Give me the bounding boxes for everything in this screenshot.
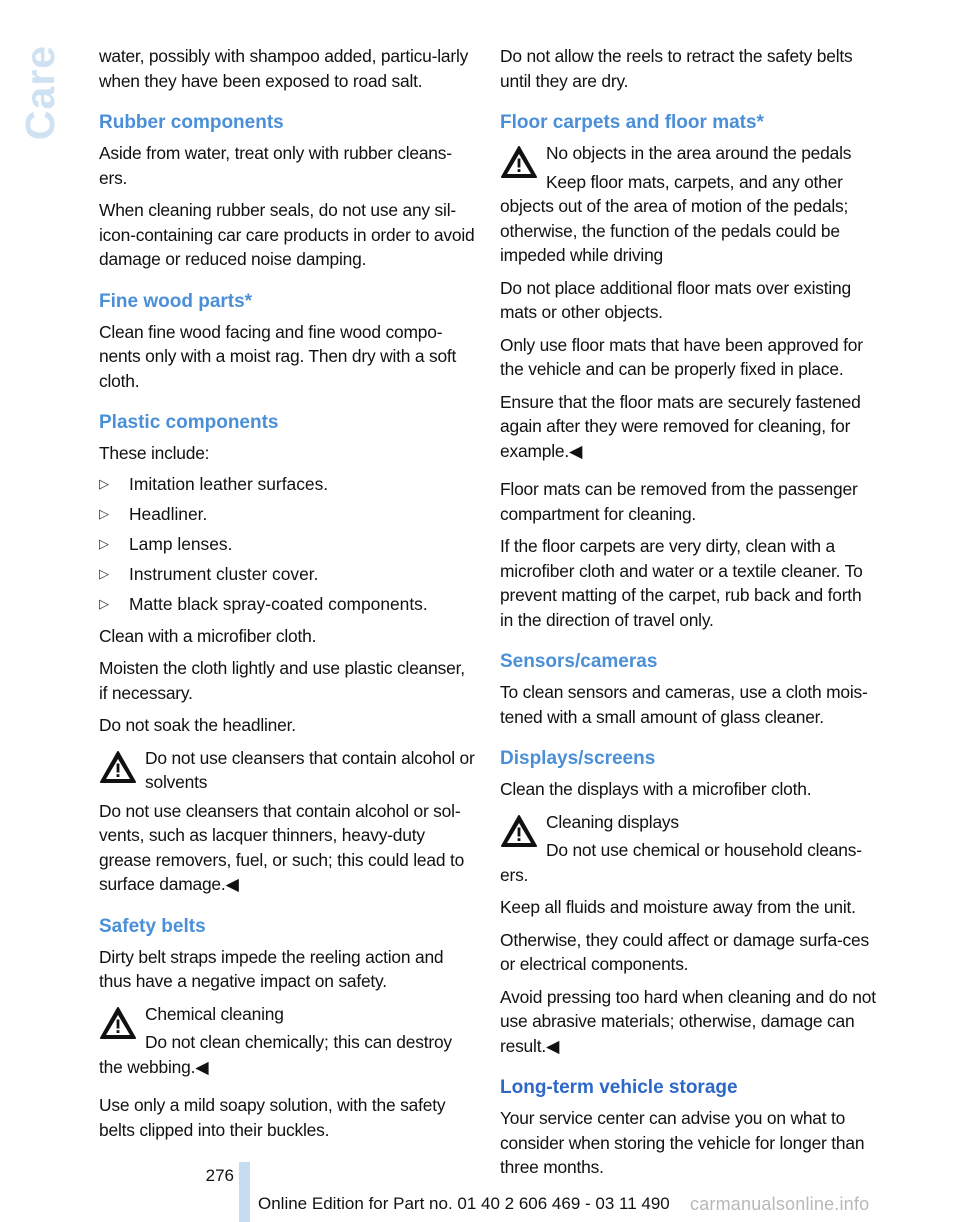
list-item-text: Headliner. — [129, 503, 208, 524]
list-item — [99, 564, 475, 584]
heading-displays-screens: Displays/screens — [500, 748, 656, 769]
paragraph: Otherwise, they could affect or damage surfa-ces or electrical components. — [500, 929, 869, 974]
warning-triangle-icon — [99, 1006, 137, 1040]
warning-title: Do not use cleansers that contain alcohol or solvents — [145, 747, 475, 792]
paragraph: Clean with a microfiber cloth. — [99, 625, 317, 646]
bullet-triangle-icon: ▷ — [99, 505, 109, 521]
paragraph: Use only a mild soapy solution, with the safety belts clipped into their buckles. — [99, 1095, 446, 1140]
left-column — [99, 44, 475, 1150]
heading-sensors-cameras: Sensors/cameras — [500, 651, 658, 672]
paragraph: Do not soak the headliner. — [99, 715, 296, 735]
heading-fine-wood-parts: Fine wood parts* — [99, 290, 253, 312]
warning-triangle-icon — [99, 750, 137, 784]
warning-block — [500, 141, 876, 268]
footer-accent-bar — [239, 1162, 250, 1222]
paragraph: Clean fine wood facing and fine wood compo-nents only with a moist rag. Then dry with a soft cloth. — [99, 321, 457, 391]
warning-triangle-icon — [500, 145, 538, 179]
paragraph: To clean sensors and cameras, use a cloth mois-tened with a small amount of glass cleaner. — [500, 682, 868, 727]
watermark-text: carmanualsonline.info — [690, 1194, 870, 1214]
paragraph: When cleaning rubber seals, do not use any sil-icon-containing car care products in order to avoid damage or reduced noise damping. — [99, 200, 475, 269]
list-item-text: Instrument cluster cover. — [129, 563, 319, 584]
list-item-text: Imitation leather surfaces. — [129, 473, 329, 494]
warning-block — [99, 1002, 475, 1080]
warning-text: Do not use chemical or household cleans-ers. — [500, 840, 862, 885]
heading-rubber-components: Rubber components — [99, 112, 284, 133]
paragraph: If the floor carpets are very dirty, clean with a microfiber cloth and water or a textile cleaner. To prevent matting of the carpet, rub back and forth in the direction of travel only. — [500, 536, 863, 630]
bullet-triangle-icon: ▷ — [99, 595, 109, 611]
warning-text: Keep floor mats, carpets, and any other objects out of the area of motion of the pedals; otherwise, the function of the pedals could be impeded while driving — [500, 171, 849, 265]
paragraph: Aside from water, treat only with rubber cleans-ers. — [99, 143, 452, 188]
list-item-text: Lamp lenses. — [129, 533, 233, 554]
paragraph: Ensure that the floor mats are securely fastened again after they were removed for cleaning, for example.◀ — [500, 391, 861, 461]
bullet-list — [99, 474, 475, 614]
warning-text: Do not use cleansers that contain alcohol or sol-vents, such as lacquer thinners, heavy-duty grease removers, fuel, or such; this could lead to surface damage.◀ — [99, 800, 465, 894]
paragraph: Keep all fluids and moisture away from the unit. — [500, 897, 856, 917]
paragraph: Dirty belt straps impede the reeling action and thus have a negative impact on safety. — [99, 946, 444, 991]
list-item-text: Matte black spray-coated components. — [129, 593, 428, 614]
edition-line: Online Edition for Part no. 01 40 2 606 469 - 03 11 490 — [258, 1194, 670, 1213]
warning-title: No objects in the area around the pedals — [546, 143, 852, 163]
paragraph: Clean the displays with a microfiber cloth. — [500, 779, 812, 799]
list-item — [99, 474, 475, 494]
paragraph: Avoid pressing too hard when cleaning and do not use abrasive materials; otherwise, damage can result.◀ — [500, 986, 876, 1056]
warning-title: Chemical cleaning — [145, 1003, 284, 1024]
paragraph: Do not allow the reels to retract the safety belts until they are dry. — [500, 46, 853, 91]
list-item — [99, 534, 475, 554]
warning-block — [500, 810, 876, 888]
heading-plastic-components: Plastic components — [99, 412, 279, 433]
list-item — [99, 594, 475, 614]
paragraph: Only use floor mats that have been approved for the vehicle and can be properly fixed in place. — [500, 334, 863, 379]
paragraph: Floor mats can be removed from the passenger compartment for cleaning. — [500, 479, 858, 524]
heading-safety-belts: Safety belts — [99, 915, 206, 937]
paragraph: Your service center can advise you on what to consider when storing the vehicle for longer than three months. — [500, 1108, 865, 1177]
bullet-triangle-icon: ▷ — [99, 535, 109, 551]
warning-text: Do not clean chemically; this can destroy the webbing.◀ — [99, 1032, 452, 1077]
bullet-triangle-icon: ▷ — [99, 475, 109, 491]
paragraph: Moisten the cloth lightly and use plastic cleanser, if necessary. — [99, 658, 465, 703]
page-number: 276 — [205, 1166, 234, 1185]
list-item — [99, 504, 475, 524]
warning-title: Cleaning displays — [546, 811, 679, 832]
heading-floor-carpets: Floor carpets and floor mats* — [500, 112, 764, 133]
paragraph: These include: — [99, 443, 210, 463]
bullet-triangle-icon: ▷ — [99, 565, 109, 581]
section-tab-label: Care — [17, 44, 64, 140]
paragraph: Do not place additional floor mats over existing mats or other objects. — [500, 277, 851, 322]
warning-block — [99, 746, 475, 897]
section-tab — [18, 44, 64, 140]
right-column — [500, 44, 876, 1188]
warning-triangle-icon — [500, 814, 538, 848]
paragraph: water, possibly with shampoo added, particu-larly when they have been exposed to road salt. — [99, 46, 469, 91]
heading-long-term-storage: Long-term vehicle storage — [500, 1077, 738, 1098]
